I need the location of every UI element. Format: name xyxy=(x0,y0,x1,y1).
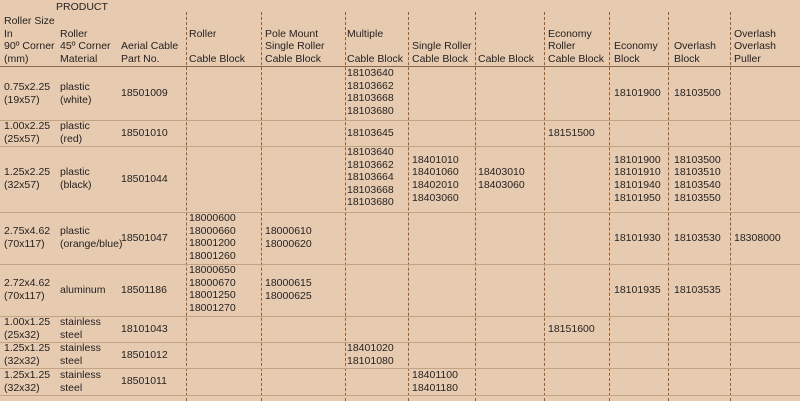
cell-size: 1.00x1.25 xyxy=(4,316,51,329)
cell-material: stainless xyxy=(60,368,101,381)
cell-size: 1.25x2.25 xyxy=(4,166,51,179)
cell-pole-mount: 18000615 xyxy=(265,277,312,290)
cell-single-roller: 18401100 xyxy=(412,368,458,381)
cell-part-no: 18501009 xyxy=(121,87,168,100)
cell-part-no: 18501012 xyxy=(121,348,168,361)
cell-roller-block: 18001270 xyxy=(189,301,236,314)
cell-economy-block: 18101950 xyxy=(614,191,661,204)
column-header: Economy xyxy=(614,40,658,53)
cell-size: (32x32) xyxy=(4,381,40,394)
cell-roller-block: 18000660 xyxy=(189,224,236,237)
cell-roller-block: 18000600 xyxy=(189,212,236,224)
cell-material: plastic xyxy=(60,120,90,133)
cell-part-no: 18501186 xyxy=(121,283,167,296)
cell-pole-mount: 18000625 xyxy=(265,290,312,302)
column-header: Material xyxy=(60,52,98,65)
cell-multiple: 18103664 xyxy=(347,171,394,184)
cell-overlash-block: 18103500 xyxy=(674,87,721,100)
cell-multiple: 18103640 xyxy=(347,67,394,79)
product-label: PRODUCT xyxy=(56,1,108,13)
cell-roller-block: 18001260 xyxy=(189,249,236,262)
cell-material: (black) xyxy=(60,179,92,191)
column-header: Cable Block xyxy=(412,52,469,65)
column-header: Block xyxy=(614,52,640,65)
column-header: Aerial Cable xyxy=(121,40,179,53)
header-divider xyxy=(0,66,800,67)
column-header: Cable Block xyxy=(478,52,535,65)
cell-material: stainless xyxy=(60,316,101,329)
cell-overlash-block: 18103550 xyxy=(674,191,721,204)
cell-multiple: 18103640 xyxy=(347,146,394,158)
column-header: Roller xyxy=(189,27,217,40)
row-divider xyxy=(0,146,800,147)
cell-multiple: 18103680 xyxy=(347,104,394,117)
cell-multiple: 18103668 xyxy=(347,183,394,196)
column-header: Part No. xyxy=(121,52,160,65)
cell-overlash-block: 18103500 xyxy=(674,153,721,166)
column-header: Block xyxy=(674,52,700,65)
cell-economy-block: 18101935 xyxy=(614,283,661,296)
column-header: Cable Block xyxy=(189,52,246,65)
cell-economy-block: 18101910 xyxy=(614,166,661,179)
row-divider xyxy=(0,264,800,265)
column-header: Cable Block xyxy=(347,52,404,65)
cell-material: (red) xyxy=(60,133,83,145)
cell-material: aluminum xyxy=(60,283,106,296)
cell-multiple: 18103668 xyxy=(347,92,394,105)
column-header: Roller xyxy=(60,27,88,40)
cell-material: (orange/blue) xyxy=(60,238,123,250)
cell-part-no: 18501047 xyxy=(121,231,168,244)
cell-material: steel xyxy=(60,381,83,394)
cell-multiple: 18103680 xyxy=(347,196,394,209)
cell-size: 1.00x2.25 xyxy=(4,120,51,133)
cell-overlash-block: 18103510 xyxy=(674,166,721,179)
cell-size: 0.75x2.25 xyxy=(4,80,51,93)
cell-pole-mount: 18000610 xyxy=(265,225,312,238)
cell-single-roller: 18401010 xyxy=(412,153,459,166)
column-header: Roller xyxy=(548,40,576,53)
cell-roller-block: 18000670 xyxy=(189,276,236,289)
column-header: (mm) xyxy=(4,52,29,65)
column-header: Economy xyxy=(548,27,592,40)
column-header: In xyxy=(4,27,13,40)
cell-material: steel xyxy=(60,355,83,367)
cell-overlash-block: 18103530 xyxy=(674,231,721,244)
row-divider xyxy=(0,212,800,213)
cell-material: plastic xyxy=(60,80,90,93)
cell-roller-block: 18001200 xyxy=(189,237,236,250)
cell-single-roller: 18403060 xyxy=(412,191,459,204)
column-header: Multiple xyxy=(347,27,384,40)
cell-size: 2.75x4.62 xyxy=(4,225,51,238)
cell-size: (25x57) xyxy=(4,133,40,145)
cell-cable-block: 18403060 xyxy=(478,179,525,191)
row-divider xyxy=(0,316,800,317)
row-divider xyxy=(0,120,800,121)
cell-economy-block: 18101930 xyxy=(614,231,661,244)
cell-single-roller: 18402010 xyxy=(412,179,459,191)
cell-size: 1.25x1.25 xyxy=(4,342,51,355)
column-header: Cable Block xyxy=(548,52,605,65)
row-divider xyxy=(0,368,800,369)
cell-part-no: 18501044 xyxy=(121,172,168,185)
cell-economy-roller: 18151600 xyxy=(548,322,595,335)
cell-multiple: 18101080 xyxy=(347,355,394,367)
cell-overlash-puller: 18308000 xyxy=(734,231,781,244)
cell-pole-mount: 18000620 xyxy=(265,238,312,250)
cell-size: (32x57) xyxy=(4,179,40,191)
cell-size: 1.25x1.25 xyxy=(4,368,51,381)
cell-multiple: 18103662 xyxy=(347,79,394,92)
row-divider xyxy=(0,342,800,343)
column-header: Overlash xyxy=(734,27,777,40)
cell-size: (70x117) xyxy=(4,238,45,250)
cell-size: (25x32) xyxy=(4,329,40,341)
cell-part-no: 18501010 xyxy=(121,126,168,139)
column-header: Overlash xyxy=(674,40,717,53)
cell-roller-block: 18001250 xyxy=(189,289,236,302)
cell-single-roller: 18401060 xyxy=(412,166,459,179)
cell-material: steel xyxy=(60,329,83,341)
cell-roller-block: 18000650 xyxy=(189,264,236,276)
cell-single-roller: 18401180 xyxy=(412,381,458,394)
cell-overlash-block: 18103540 xyxy=(674,179,721,191)
cell-multiple: 18103645 xyxy=(347,126,394,139)
column-header: Single Roller xyxy=(412,40,472,53)
cell-economy-block: 18101900 xyxy=(614,87,661,100)
cell-overlash-block: 18103535 xyxy=(674,283,721,296)
cell-part-no: 18101043 xyxy=(121,322,168,335)
cell-economy-block: 18101940 xyxy=(614,179,661,191)
column-header: Single Roller xyxy=(265,40,325,53)
cell-economy-block: 18101900 xyxy=(614,153,661,166)
row-divider xyxy=(0,395,800,396)
column-header: Pole Mount xyxy=(265,27,319,40)
cell-multiple: 18103662 xyxy=(347,158,394,171)
column-header: 45º Corner xyxy=(60,40,111,53)
column-header: Roller Size xyxy=(4,15,55,27)
cell-size: (19x57) xyxy=(4,93,40,106)
column-header: Puller xyxy=(734,52,761,65)
cell-multiple: 18401020 xyxy=(347,342,394,355)
column-header: Cable Block xyxy=(265,52,322,65)
cell-material: stainless xyxy=(60,342,101,355)
column-header: 90º Corner xyxy=(4,40,55,53)
cell-size: 2.72x4.62 xyxy=(4,277,51,290)
cell-material: (white) xyxy=(60,93,92,106)
cell-size: (32x32) xyxy=(4,355,40,367)
cell-material: plastic xyxy=(60,225,90,238)
cell-material: plastic xyxy=(60,166,90,179)
cell-part-no: 18501011 xyxy=(121,375,167,388)
cell-size: (70x117) xyxy=(4,290,45,302)
column-header: Overlash xyxy=(734,40,777,53)
cell-economy-roller: 18151500 xyxy=(548,126,595,139)
cell-cable-block: 18403010 xyxy=(478,166,525,179)
